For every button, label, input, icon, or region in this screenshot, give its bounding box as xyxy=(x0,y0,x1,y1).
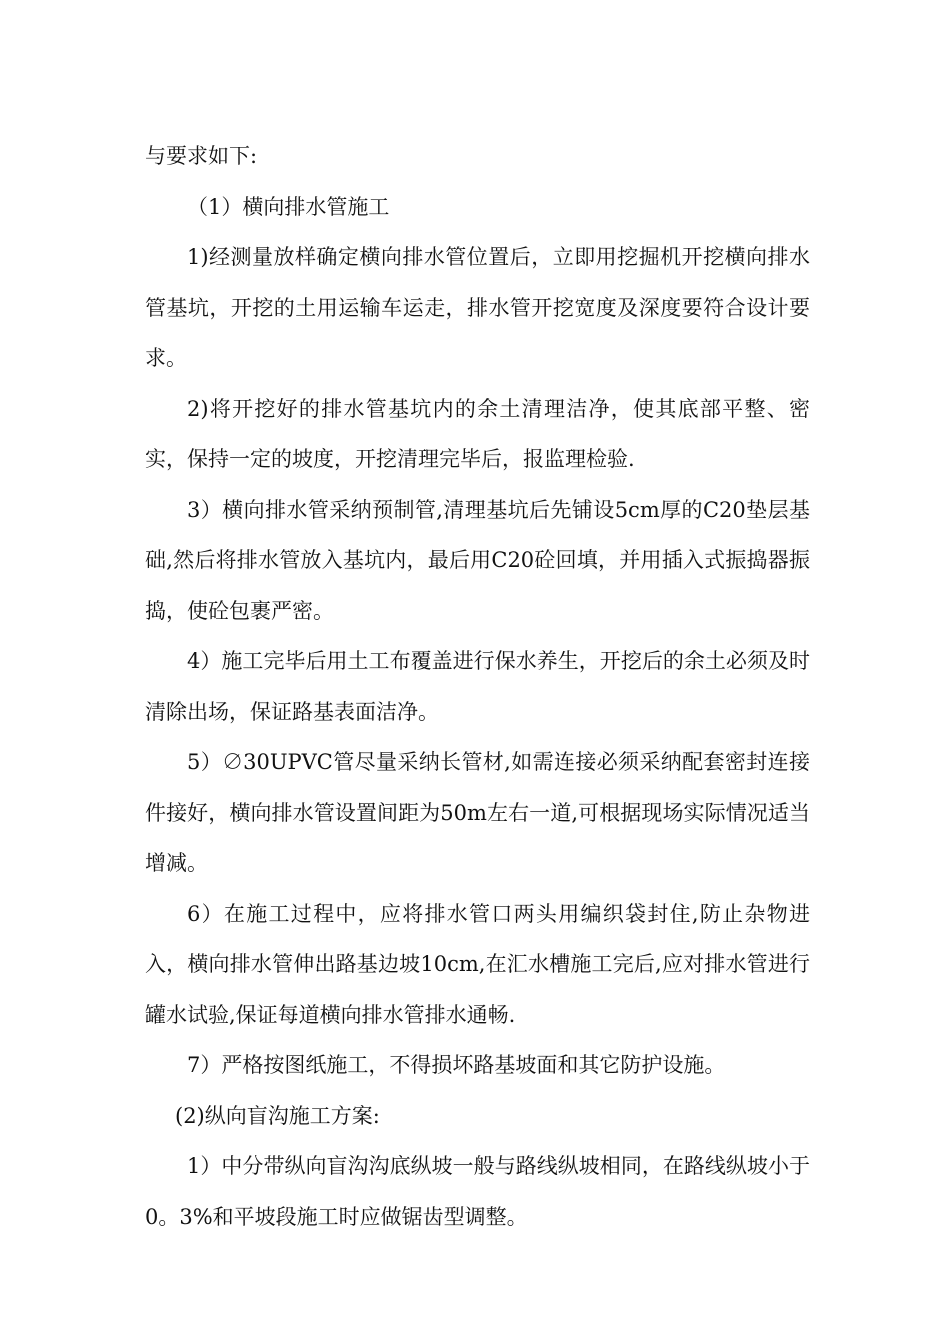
paragraph-intro: 与要求如下: xyxy=(145,144,258,168)
paragraph-step-2: 2)将开挖好的排水管基坑内的余土清理洁净，使其底部平整、密实，保持一定的坡度，开挖清理完毕后，报监理检验. xyxy=(145,396,810,471)
heading-transverse-drain: （1）横向排水管施工 xyxy=(187,194,390,219)
paragraph-step-6: 6）在施工过程中，应将排水管口两头用编织袋封住,防止杂物进入，横向排水管伸出路基边坡10cm,在汇水槽施工完后,应对排水管进行罐水试验,保证每道横向排水管排水通畅. xyxy=(145,901,810,1027)
paragraph-step-3: 3）横向排水管采纳预制管,清理基坑后先铺设5cm厚的C20垫层基础,然后将排水管放入基坑内，最后用C20砼回填，并用插入式振捣器振捣，使砼包裹严密。 xyxy=(145,497,810,623)
document-body xyxy=(145,131,810,1242)
paragraph-step-5: 5）∅30UPVC管尽量采纳长管材,如需连接必须采纳配套密封连接件接好，横向排水管设置间距为50m左右一道,可根据现场实际情况适当增减。 xyxy=(145,750,810,875)
paragraph-step-4: 4）施工完毕后用土工布覆盖进行保水养生，开挖后的余土必须及时清除出场，保证路基表面洁净。 xyxy=(145,649,810,724)
paragraph-step-1: 1)经测量放样确定横向排水管位置后，立即用挖掘机开挖横向排水管基坑，开挖的土用运输车运走，排水管开挖宽度及深度要符合设计要求。 xyxy=(145,245,810,370)
paragraph-longitudinal-step-1: 1）中分带纵向盲沟沟底纵坡一般与路线纵坡相同，在路线纵坡小于0。3%和平坡段施工时应做锯齿型调整。 xyxy=(145,1154,810,1229)
heading-longitudinal-drain: (2)纵向盲沟施工方案: xyxy=(175,1103,380,1128)
paragraph-step-7: 7）严格按图纸施工，不得损坏路基坡面和其它防护设施。 xyxy=(187,1053,726,1077)
